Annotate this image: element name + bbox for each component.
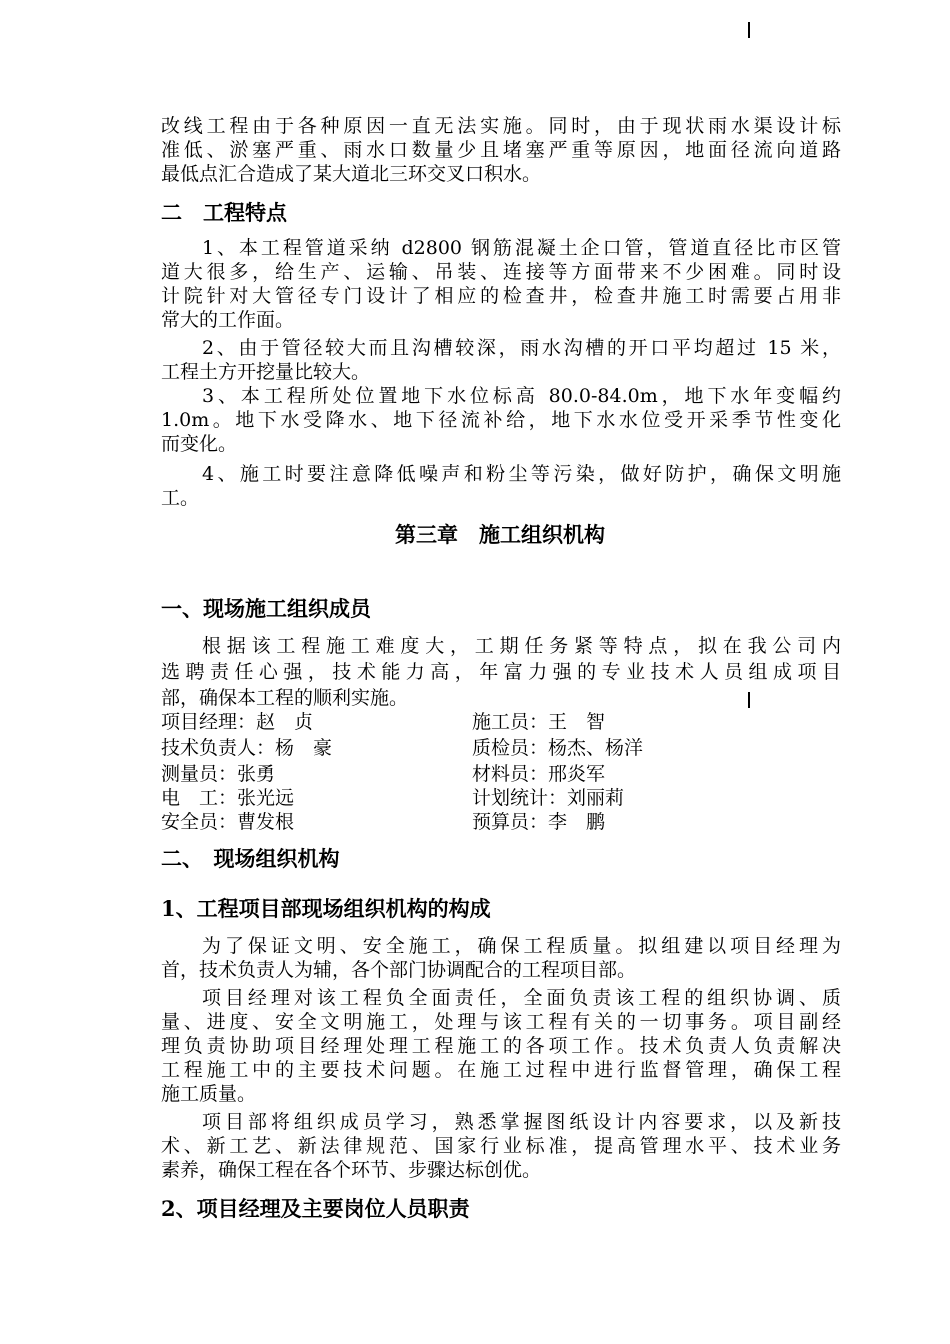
paragraph-line: 选聘责任心强，技术能力高，年富力强的专业技术人员组成项目: [161, 661, 841, 683]
subsection-heading: 2、项目经理及主要岗位人员职责: [161, 1196, 470, 1221]
paragraph-line: 而变化。: [161, 433, 238, 455]
paragraph-line: 3、本工程所处位置地下水位标高 80.0-84.0m，地下水年变幅约: [202, 385, 841, 407]
paragraph-line: 为了保证文明、安全施工，确保工程质量。拟组建以项目经理为: [202, 935, 841, 957]
staff-entry: 施工员：王 智: [472, 711, 606, 733]
staff-entry: 计划统计：刘丽莉: [472, 787, 625, 809]
staff-entry: 预算员：李 鹏: [472, 811, 606, 833]
paragraph-line: 首，技术负责人为辅，各个部门协调配合的工程项目部。: [161, 959, 637, 981]
staff-entry: 电 工：张光远: [161, 787, 295, 809]
page-mark: [748, 22, 750, 38]
paragraph-line: 项目经理对该工程负全面责任，全面负责该工程的组织协调、质: [202, 987, 841, 1009]
staff-entry: 质检员：杨杰、杨洋: [472, 737, 644, 759]
paragraph-line: 4、施工时要注意降低噪声和粉尘等污染，做好防护，确保文明施: [202, 463, 841, 485]
paragraph-line: 理负责协助项目经理处理工程施工的各项工作。技术负责人负责解决: [161, 1035, 841, 1057]
section-heading: 二、 现场组织机构: [161, 846, 340, 871]
paragraph-line: 工程施工中的主要技术问题。在施工过程中进行监督管理，确保工程: [161, 1059, 841, 1081]
intro-line: 准低、淤塞严重、雨水口数量少且堵塞严重等原因，地面径流向道路: [161, 139, 841, 161]
intro-line: 改线工程由于各种原因一直无法实施。同时，由于现状雨水渠设计标: [161, 115, 841, 137]
paragraph-line: 部，确保本工程的顺利实施。: [161, 687, 409, 709]
staff-entry: 技术负责人：杨 豪: [161, 737, 333, 759]
staff-entry: 项目经理：赵 贞: [161, 711, 314, 733]
paragraph-line: 道大很多，给生产、运输、吊装、连接等方面带来不少困难。同时设: [161, 261, 841, 283]
paragraph-line: 素养，确保工程在各个环节、步骤达标创优。: [161, 1159, 542, 1181]
staff-entry: 材料员：邢炎军: [472, 763, 606, 785]
staff-entry: 测量员：张勇: [161, 763, 276, 785]
paragraph-line: 工。: [161, 487, 200, 509]
subsection-heading: 1、工程项目部现场组织机构的构成: [161, 896, 491, 921]
paragraph-line: 术、新工艺、新法律规范、国家行业标准，提高管理水平、技术业务: [161, 1135, 841, 1157]
paragraph-line: 施工质量。: [161, 1083, 257, 1105]
chapter-title: 第三章 施工组织机构: [395, 522, 605, 547]
paragraph-line: 量、进度、安全文明施工，处理与该工程有关的一切事务。项目副经: [161, 1011, 841, 1033]
paragraph-line: 1.0m。地下水受降水、地下径流补给，地下水水位受开采季节性变化: [161, 409, 841, 431]
paragraph-line: 常大的工作面。: [161, 309, 295, 331]
paragraph-line: 1、本工程管道采纳 d2800 钢筋混凝土企口管，管道直径比市区管: [202, 237, 841, 259]
paragraph-line: 项目部将组织成员学习，熟悉掌握图纸设计内容要求，以及新技: [202, 1111, 841, 1133]
paragraph-line: 2、由于管径较大而且沟槽较深，雨水沟槽的开口平均超过 15 米，: [202, 337, 841, 359]
paragraph-line: 根据该工程施工难度大，工期任务紧等特点，拟在我公司内: [202, 635, 841, 657]
intro-line: 最低点汇合造成了某大道北三环交叉口积水。: [161, 163, 542, 185]
section-heading: 一、现场施工组织成员: [161, 596, 371, 621]
section-heading: 二 工程特点: [161, 200, 287, 225]
paragraph-line: 工程土方开挖量比较大。: [161, 361, 371, 383]
staff-entry: 安全员：曹发根: [161, 811, 295, 833]
paragraph-line: 计院针对大管径专门设计了相应的检查井，检查井施工时需要占用非: [161, 285, 841, 307]
